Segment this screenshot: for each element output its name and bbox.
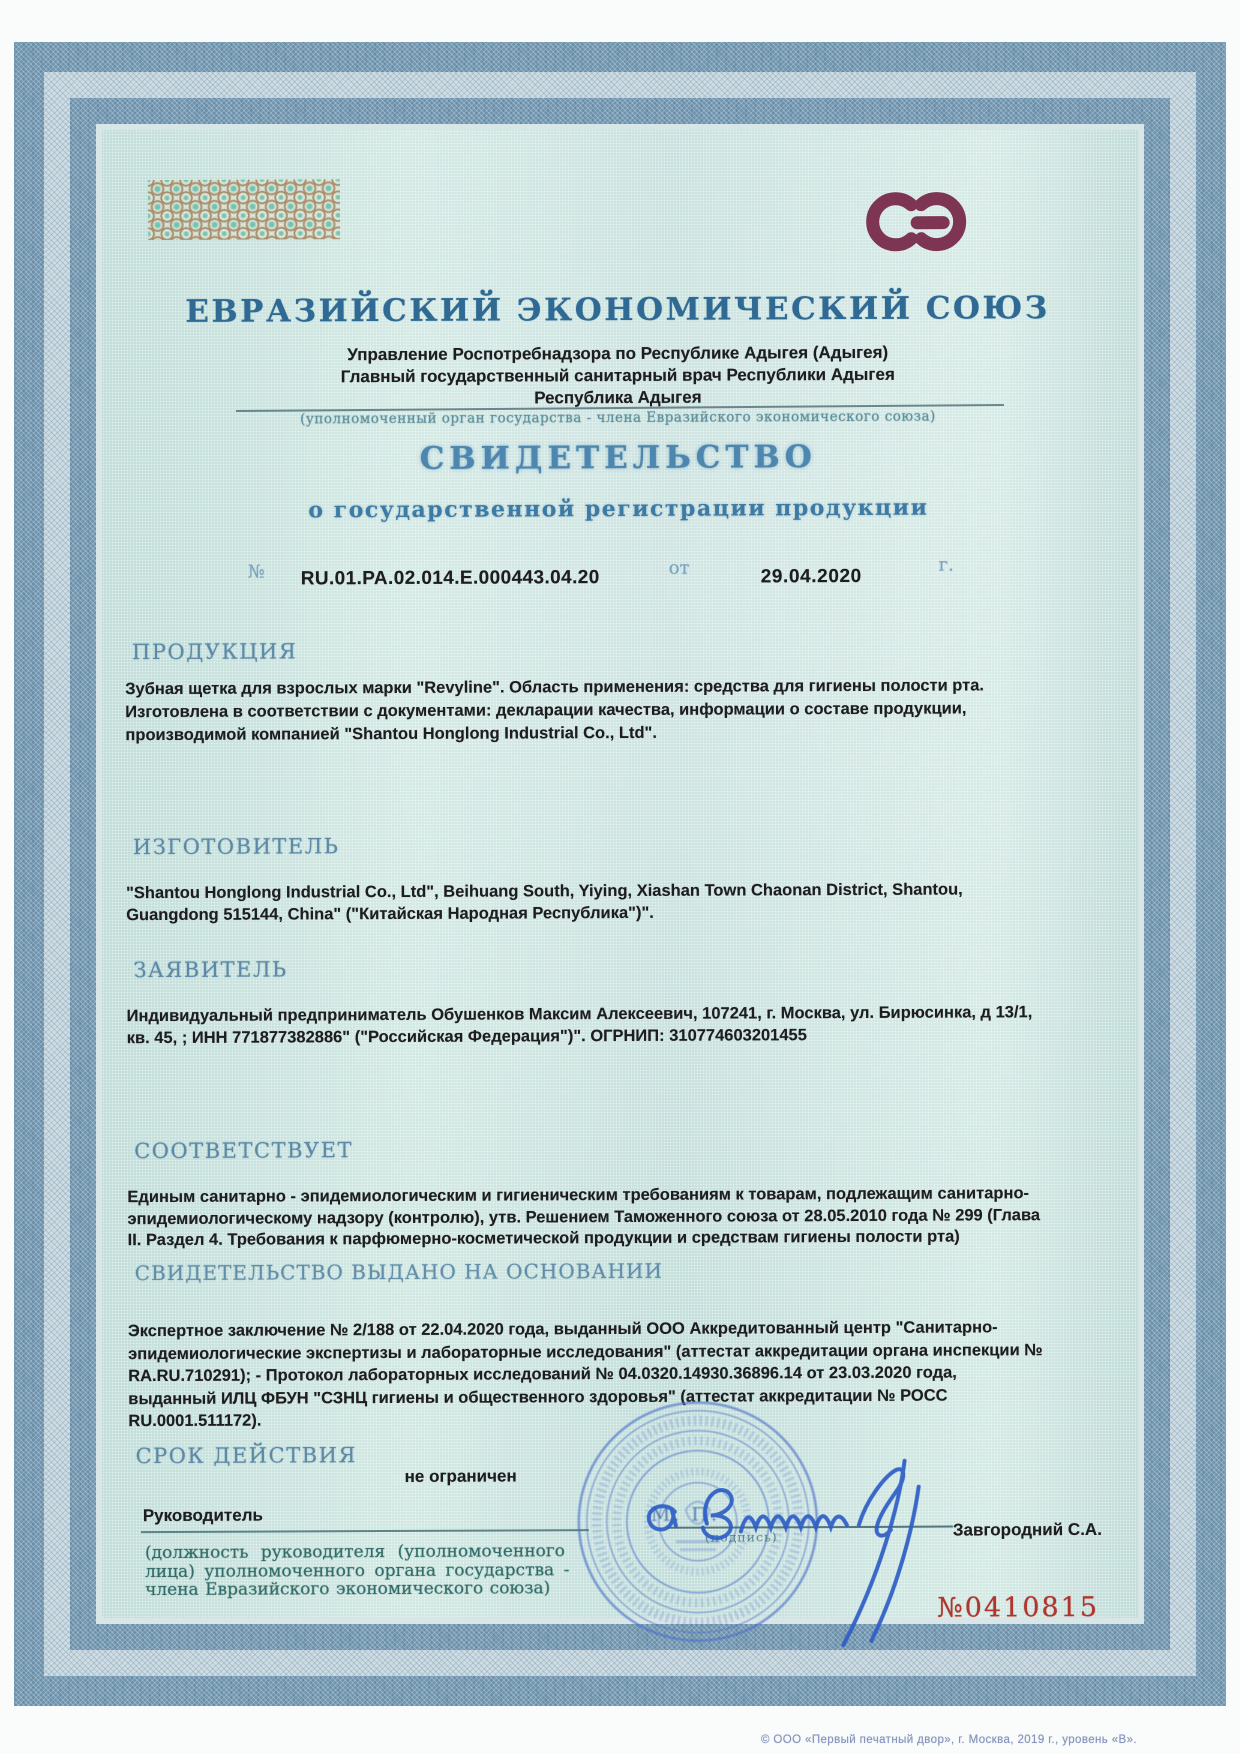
section-heading-manufacturer: ИЗГОТОВИТЕЛЬ [132,834,340,860]
role-note-line-3: члена Евразийского экономического союза) [145,1578,551,1601]
authority-line-2: Главный государственный санитарный врач Республики Адыгея [340,364,895,387]
blank-number: №0410815 [937,1591,1100,1624]
year-label: г. [938,554,954,576]
section-body-basis: Экспертное заключение № 2/188 от 22.04.2020 года, выданный ООО Аккредитованный центр "Санитарно-эпидемиологические экспертизы и лабораторные исследования" (аттестат аккредитации органа инспекции № RA.RU.710291); - Протокол лабораторных исследований № 04.0320.14930.36896.14 от 23.03.2020 года, выданный ИЛЦ ФБУН "СЗНЦ гигиены и общественного здоровья" (аттестат аккредитации № РОСС RU.0001.511172). [127,1318,1043,1431]
section-heading-product: ПРОДУКЦИЯ [131,639,298,665]
from-label: от [668,557,690,579]
registration-number: RU.01.PA.02.014.E.000443.04.20 [300,567,600,590]
role-underline [141,1529,589,1532]
handwritten-signature [621,1452,992,1659]
certificate-content [99,128,1141,1624]
section-heading-basis: СВИДЕТЕЛЬСТВО ВЫДАНО НА ОСНОВАНИИ [134,1258,663,1286]
signature-caption: (подпись) [704,1529,778,1545]
guilloche-ornament-stamp [148,179,340,240]
authority-line-3: Республика Адыгея [534,387,702,408]
role-label: Руководитель [142,1505,263,1526]
registration-date: 29.04.2020 [760,565,862,588]
union-title: ЕВРАЗИЙСКИЙ ЭКОНОМИЧЕСКИЙ СОЮЗ [185,290,1050,330]
validity-value: не ограничен [404,1466,517,1486]
number-sign-label: № [247,561,265,583]
section-body-product: Зубная щетка для взрослых марки "Revyline". Область применения: средства для гигиены полости рта. Изготовлена в соответствии с документами: декларации качества, информации о составе продукции, производимой компанией "Shantou Honglong Industrial Co., Ltd". [125,676,985,745]
role-note-line-2: лица) уполномоченного органа государства - [144,1559,570,1582]
se-monogram-logo [851,186,983,257]
document-subtitle: о государственной регистрации продукции [308,494,929,524]
signer-name: Завгородний С.А. [952,1519,1102,1540]
authority-note: (уполномоченный орган государства - члена Евразийского экономического союза) [300,408,936,428]
guilloche-border-frame [14,42,1226,1706]
authority-line-1: Управление Роспотребнадзора по Республике Адыгея (Адыгея) [347,342,889,365]
role-note-line-1: (должность руководителя (уполномоченного [144,1541,566,1564]
section-heading-conformity: СООТВЕТСТВУЕТ [134,1138,354,1164]
certificate-body [102,130,1138,1624]
printer-footer-note: © ООО «Первый печатный двор», г. Москва, 2019 г., уровень «В». [760,1734,1137,1746]
section-body-applicant: Индивидуальный предприниматель Обушенков Максим Алексеевич, 107241, г. Москва, ул. Бирюсинка, д 13/1, кв. 45, ; ИНН 771877382886" ("Российская Федерация")". ОГРНИП: 310774603201455 [126,1003,1033,1048]
role-note [145,1542,605,1600]
document-title: СВИДЕТЕЛЬСТВО [419,439,817,477]
section-heading-applicant: ЗАЯВИТЕЛЬ [133,957,288,983]
section-heading-validity: СРОК ДЕЙСТВИЯ [135,1443,357,1469]
section-body-conformity: Единым санитарно - эпидемиологическим и гигиеническим требованиям к товарам, подлежащим санитарно-эпидемиологическому надзору (контролю), утв. Решением Таможенного союза от 28.05.2010 года № 299 (Глава II. Раздел 4. Требования к парфюмерно-косметической продукции и средствам гигиены полости рта) [127,1184,1041,1250]
stamp-place-label: М. П. [650,1503,721,1526]
section-body-manufacturer: "Shantou Honglong Industrial Co., Ltd", Beihuang South, Yiying, Xiashan Town Chaonan District, Shantou, Guangdong 515144, China" ("Китайская Народная Республика")". [126,880,963,925]
